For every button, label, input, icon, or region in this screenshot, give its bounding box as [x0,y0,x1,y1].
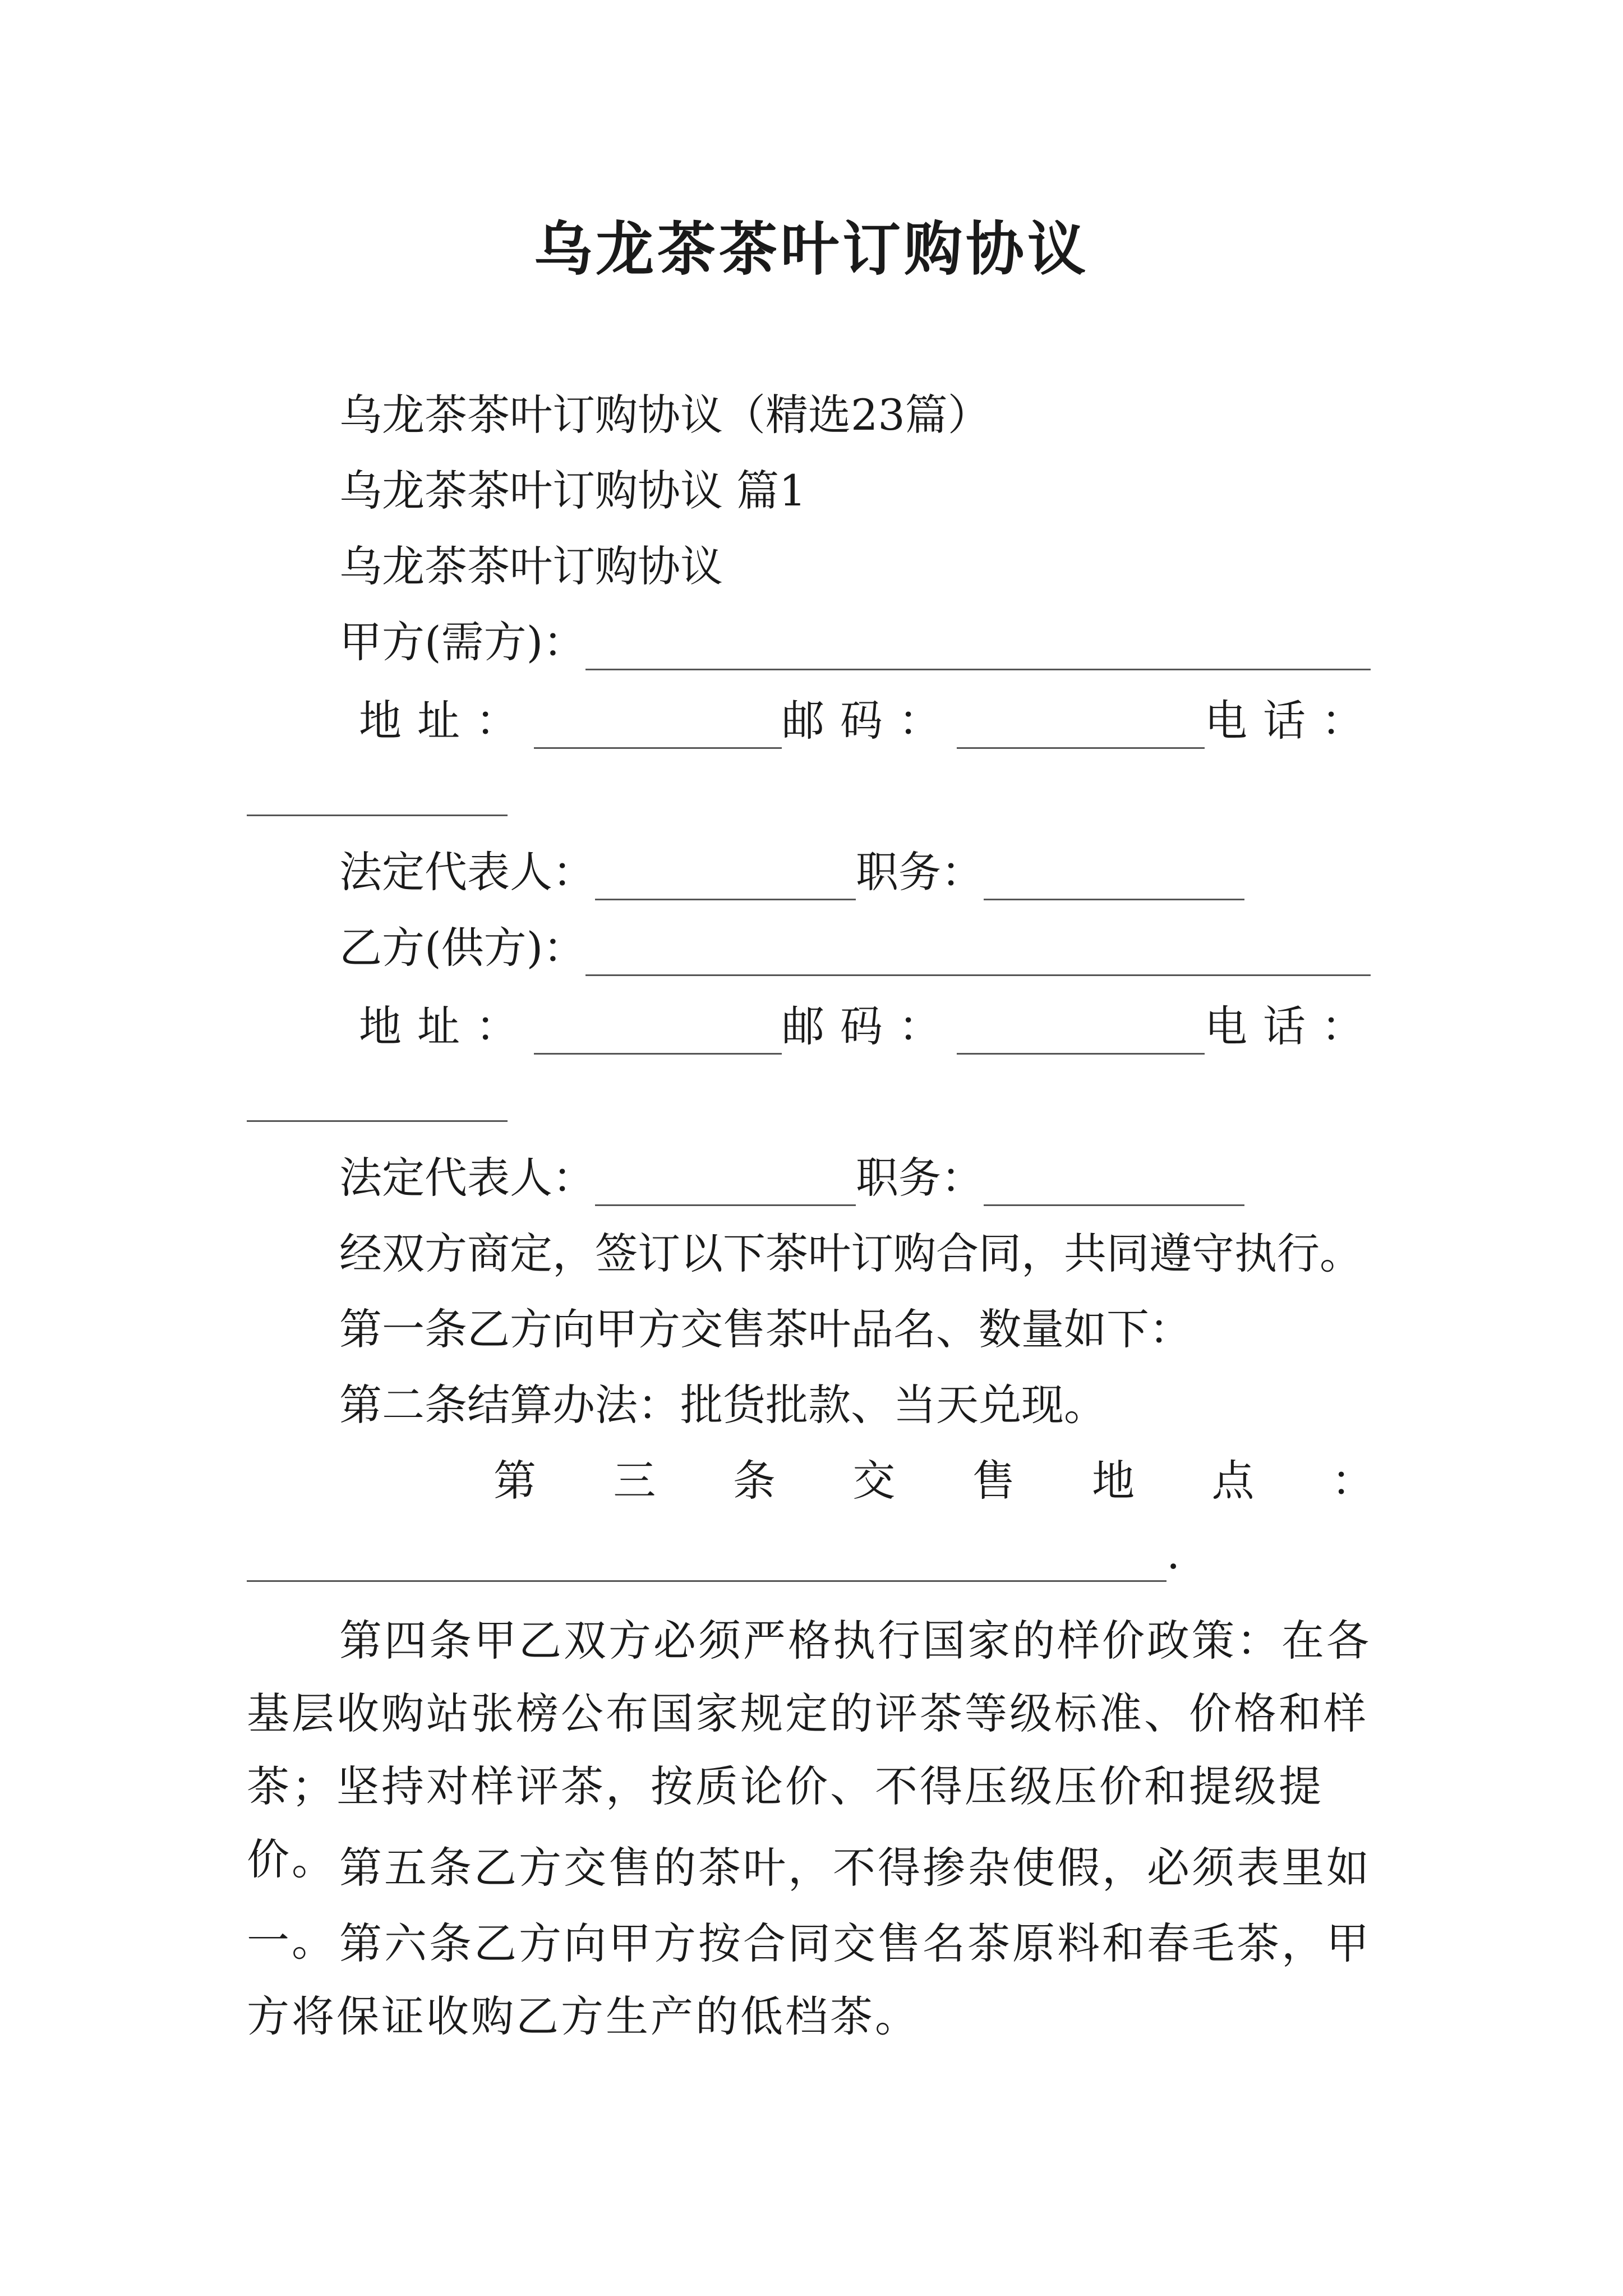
legal-rep-blank [595,1159,856,1206]
postcode-label: 邮码： [782,1001,957,1051]
party-a-label: 甲方(需方)： [339,617,586,667]
address-blank [534,1014,782,1055]
party-b-label: 乙方(供方)： [339,923,586,973]
party-b-line [339,920,1371,976]
party-a-blank [585,624,1371,670]
article-3-char: 第 [494,1456,536,1506]
agreement-heading: 乌龙茶茶叶订购协议 [339,541,723,591]
article-3-char: 点 [1211,1456,1255,1506]
address-blank [534,708,782,749]
phone-blank [247,813,508,816]
article-1: 第一条乙方向甲方交售茶叶品名、数量如下： [339,1304,1192,1354]
article-6: 第六条乙方向甲方按合同交售名茶原料和春毛茶，甲方将保证收购乙方生产的低档茶。 [247,1918,1371,2041]
article-3-char: 三 [613,1456,656,1506]
postcode-blank [957,708,1205,749]
article-5: 第五条乙方交售的茶叶，不得掺杂使假，必须表里如一。 [247,1843,1371,1966]
phone-label: 电话： [1205,696,1380,746]
legal-rep-blank [595,854,856,900]
subtitle-part: 乌龙茶茶叶订购协议 篇1 [339,466,806,516]
phone-label: 电话： [1205,1001,1380,1051]
party-a-contact-row [359,693,1380,749]
legal-rep-label: 法定代表人： [339,1153,595,1203]
document-title: 乌龙茶茶叶订购协议 [533,214,1089,283]
article-3-char: ： [1331,1456,1374,1506]
party-a-rep-line [339,844,1244,900]
article-3 [494,1453,1374,1509]
article-4: 第四条甲乙双方必须严格执行国家的样价政策：在各基层收购站张榜公布国家规定的评茶等级标准、价格和样茶；坚持对样评茶，按质论价、不得压级压价和提级提价。 [247,1616,1371,1884]
article-3-char: 地 [1092,1456,1135,1506]
party-b-contact-row [359,999,1380,1055]
article-2: 第二条结算办法：批货批款、当天兑现。 [339,1380,1106,1430]
location-blank [247,1535,1166,1582]
party-b-blank [585,930,1371,976]
position-label: 职务： [856,1153,984,1203]
position-blank [984,854,1244,900]
position-label: 职务： [856,847,984,897]
article-3-char: 条 [732,1456,776,1506]
party-a-line [339,614,1371,670]
legal-rep-label: 法定代表人： [339,847,595,897]
agreement-statement: 经双方商定，签订以下茶叶订购合同，共同遵守执行。 [339,1228,1362,1278]
article-3-period: . [1166,1529,1181,1579]
postcode-blank [957,1014,1205,1055]
article-3-blank-line [247,1526,1180,1582]
subtitle-selection: 乌龙茶茶叶订购协议（精选23篇） [339,390,990,440]
phone-blank [247,1119,508,1122]
address-label: 地址： [359,1001,534,1051]
position-blank [984,1159,1244,1206]
postcode-label: 邮码： [782,696,957,746]
article-3-char: 售 [972,1456,1015,1506]
address-label: 地址： [359,696,534,746]
party-b-rep-line [339,1150,1244,1206]
article-3-char: 交 [852,1456,896,1506]
